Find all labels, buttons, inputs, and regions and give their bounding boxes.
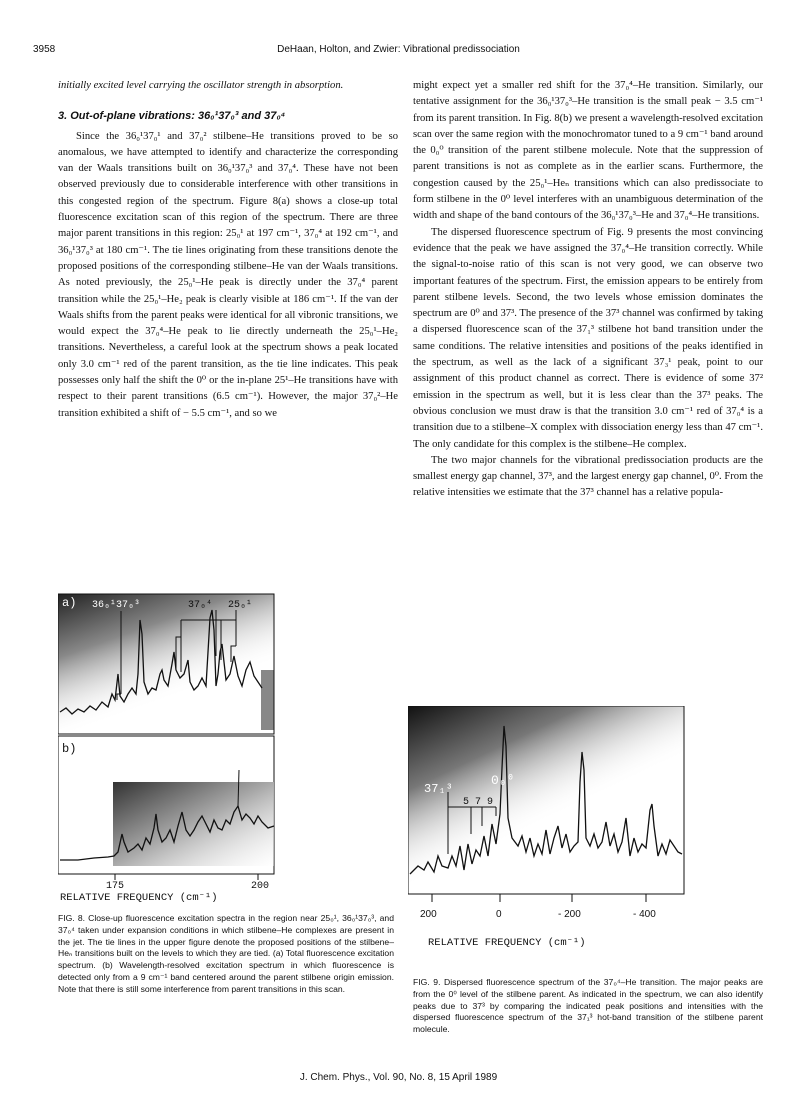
fig9-label-37: 37₁³ <box>424 782 453 796</box>
left-paragraph: Since the 36₀¹37₀¹ and 37₀² stilbene–He transitions proved to be so anomalous, we have attempted to identify and characterize the corresponding van der Waals transitions built on 36₀¹37₀³ and 37₀⁴. These have not been observed previously due to considerable interference with other transitions in this congested region of the spectrum. Figure 8(a) shows a close-up total fluorescence excitation scan of this region of the spectrum. There are three major parent transitions in this region: 25₀¹ at 197 cm⁻¹, 37₀⁴ at 192 cm⁻¹, and 36₀¹37₀³ at 180 cm⁻¹. The tie lines originating from these transitions denote the proposed positions of the corresponding stilbene–He van der Waals transitions. As noted previously, the 25₀¹–He peak is directly under the 37₀⁴ parent transition while the 25₀¹–He₂ peak is clearly visible at 186 cm⁻¹. If the van der Waals shifts from the parent peaks were identical for all vibronic transitions, we would expect the 37₀⁴–He peak to lie directly underneath the 25₀¹–He₂ transitions. Nevertheless, a careful look at the spectrum shows a peak located only 3.0 cm⁻¹ red of the parent transition, as the tie line indicates. This peak possesses only half the shift the 0⁰ or the in-plane 25¹–He transitions have with respect to their parent transitions (6.5 cm⁻¹). However, the major 37₀²–He transition exhibited a shift of − 5.5 cm⁻¹, and so we <box>58 130 398 419</box>
right-paragraph-1: might expect yet a smaller red shift for the 37₀⁴–He transition. Similarly, our tentative assignment for the 36₀¹37₀³–He transition is the small peak − 3.5 cm⁻¹ from its parent transition. In Fig. 8(b) we present a wavelength-resolved excitation scan over the same region with the monochromator tuned to a 9 cm⁻¹ band around the 0₀⁰ transition of the parent stilbene molecule. Note that the suppression of parent transitions is not as complete as in the earlier scans. Furthermore, the congestion caused by the 25₀¹–Heₙ transitions which can also predissociate to form stilbene in the 0⁰ level interferes with an unambiguous determination of the width and shape of the band contours of the 36₀¹37₀³–He and 37₀⁴–He transitions. <box>413 80 763 222</box>
section-heading: 3. Out-of-plane vibrations: 36₀¹37₀³ and 37₀⁴ <box>58 110 286 123</box>
left-column <box>58 78 398 422</box>
panel-a-shading <box>58 594 274 734</box>
fig9-xtick-m200: - 200 <box>558 909 581 920</box>
label-25-1: 25₀¹ <box>228 600 253 611</box>
running-title: DeHaan, Holton, and Zwier: Vibrational predissociation <box>277 44 520 55</box>
label-37-4: 37₀⁴ <box>188 600 213 611</box>
right-paragraph-3: The two major channels for the vibrational predissociation products are the smallest energy gap channel, 37³, and the largest energy gap channel, 0⁰. From the relative intensities we estimate that the 37³ channel has a relative popula- <box>413 454 763 499</box>
page-number: 3958 <box>33 44 56 55</box>
fig9-label-579: 5 7 9 <box>463 797 494 808</box>
right-column <box>413 78 763 502</box>
figure-8 <box>58 590 280 902</box>
fig9-label-00: 0₀⁰ <box>491 773 515 788</box>
fig9-xlabel: RELATIVE FREQUENCY (cm⁻¹) <box>428 937 586 949</box>
figure-9 <box>408 706 708 962</box>
panel-b-shading <box>113 782 274 866</box>
fig9-xtick-m400: - 400 <box>633 909 656 920</box>
fig8-xtick-200: 200 <box>251 881 270 892</box>
fig9-xticks <box>432 894 646 902</box>
panel-a-label: a) <box>62 596 77 610</box>
left-opening-text: initially excited level carrying the oscillator strength in absorption. <box>58 80 344 91</box>
fig8-xlabel: RELATIVE FREQUENCY (cm⁻¹) <box>60 892 218 902</box>
panel-a-edge-shading <box>261 670 274 730</box>
label-36-37: 36₀¹37₀³ <box>92 600 141 611</box>
panel-b-label: b) <box>62 742 77 756</box>
fig9-xtick-0: 0 <box>496 909 502 920</box>
fig8-xticks <box>115 874 258 880</box>
right-paragraph-2: The dispersed fluorescence spectrum of Fig. 9 presents the most convincing evidence that the peak we have assigned the 37₀⁴–He transition correctly. While the signal-to-noise ratio of this scan is not very good, we can observe two important features of the spectrum. First, the emission appears to be entirely from parent stilbene levels. Second, the two levels whose emission dominates the spectrum are 0⁰ and 37³. The presence of the 37³ channel was confirmed by taking a dispersed fluorescence scan of the 37₁³ stilbene hot band transition under the same conditions. The relative intensities and positions of the peaks identified in the spectrum, as well as the lack of a significant 37₃¹ peak, point to our assignment of this product channel as correct. There is evidence of some 37² emission in the spectrum as well, but it is less clear than the 37³ peaks. The obvious conclusion we must draw is that the transition 3.0 cm⁻¹ red of 37₀⁴ is a transition due to a stilbene–X complex with dissociation energy less than 47 cm⁻¹. The only candidate for this complex is the stilbene–He complex. <box>413 226 763 450</box>
figure-8-caption: FIG. 8. Close-up fluorescence excitation spectra in the region near 25₀¹, 36₀¹37₀³, and 37₀⁴ taken under expansion conditions in which stilbene–He complexes are present in the jet. The tie lines in the upper figure denote the proposed positions of the stilbene–Heₙ transitions built on the levels to which they are tied. (a) Total fluorescence excitation spectrum. (b) Wavelength-resolved excitation spectrum in which fluorescence is detected only from a 9 cm⁻¹ band centered around the parent stilbene origin emission. Note that there is still some interference from parent transitions in this scan. <box>58 913 394 994</box>
fig8-xtick-175: 175 <box>106 881 125 892</box>
fig9-xtick-200: 200 <box>420 909 437 920</box>
journal-footer: J. Chem. Phys., Vol. 90, No. 8, 15 April 1989 <box>299 1072 498 1083</box>
figure-9-caption: FIG. 9. Dispersed fluorescence spectrum of the 37₀⁴–He transition. The major peaks are from the 0⁰ level of the stilbene parent. As indicated in the spectrum, we can also identify peaks due to 37³ by comparing the indicated peak positions and intensities with the dispersed fluorescence spectrum of the 37₁³ hot-band transition of the stilbene parent molecule. <box>413 977 763 1035</box>
